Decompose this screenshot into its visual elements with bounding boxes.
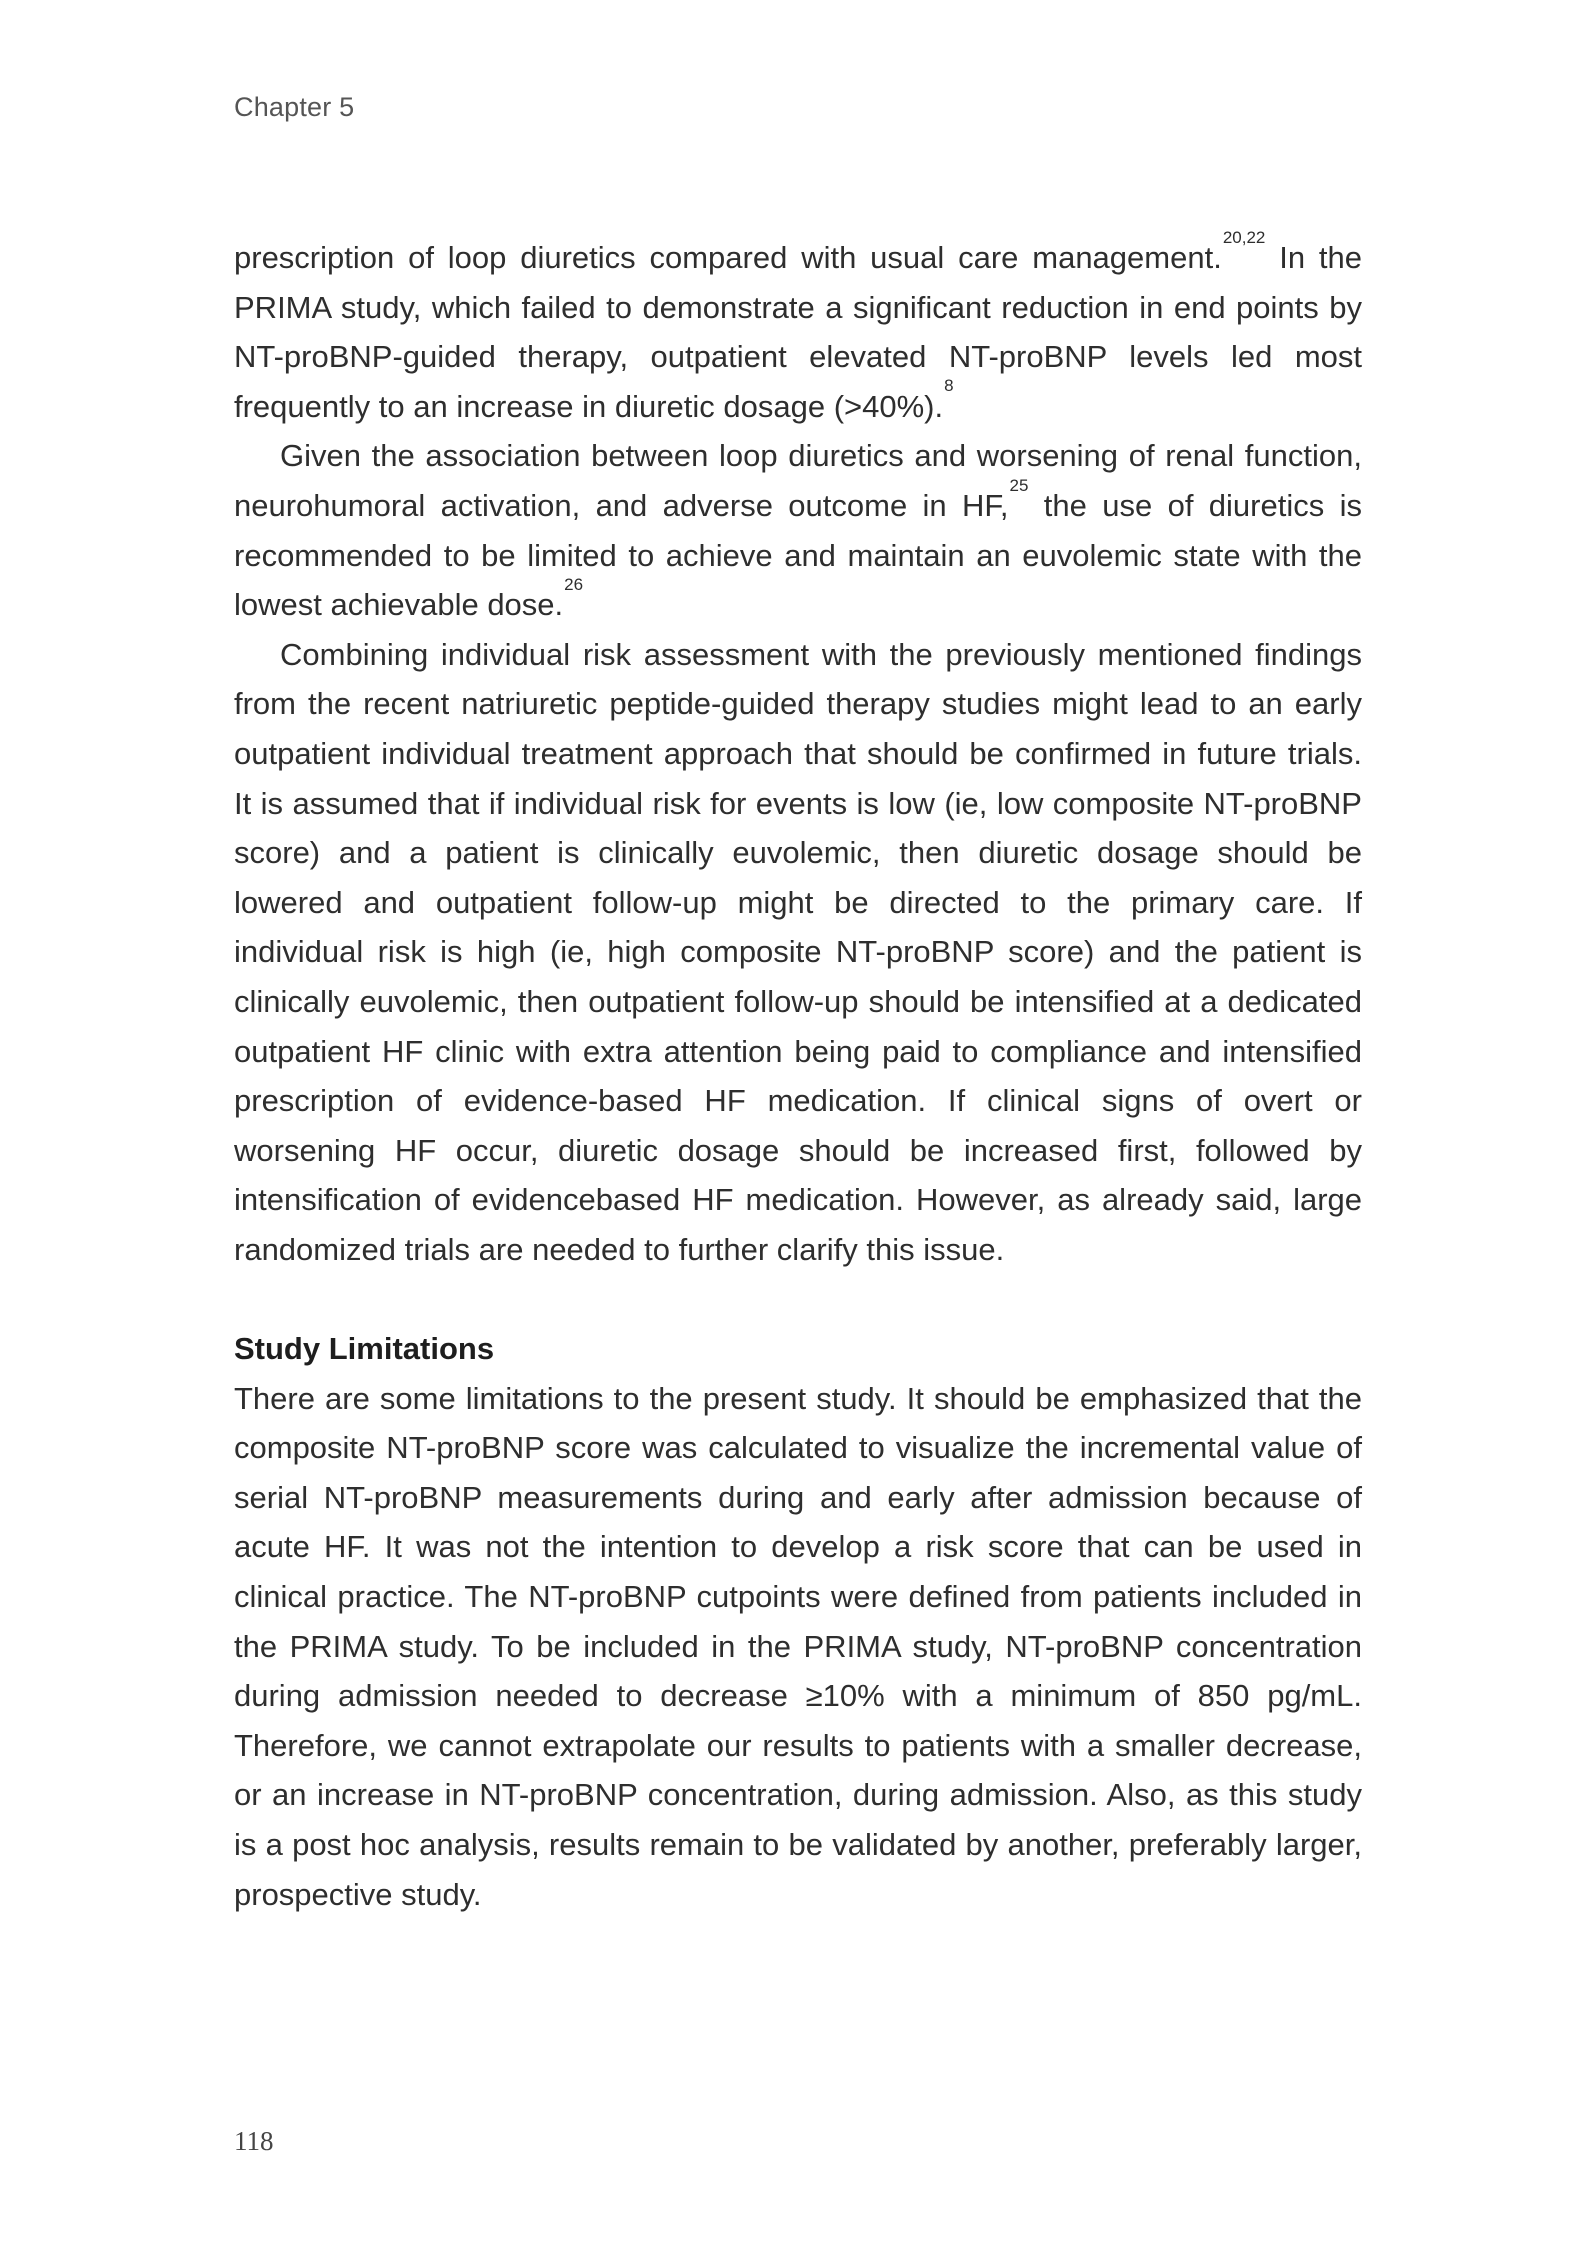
paragraph-2-text-a: Given the association between loop diuretics and worsening of renal function, neurohumoral activation, and adverse outcome in HF,: [234, 438, 1362, 523]
running-header-chapter: Chapter 5: [234, 92, 355, 122]
section-heading-study-limitations: Study Limitations: [234, 1331, 495, 1367]
paragraph-1-text-b: In the PRIMA study, which failed to demonstrate a significant reduction in end points by NT-proBNP-guided therapy, outpatient elevated NT-proBNP levels led most frequently to an increase in diuretic dosage (>40%).: [234, 240, 1362, 424]
paragraph-2: [234, 431, 1362, 629]
citation-superscript: 25: [1009, 475, 1029, 495]
paragraph-1: [234, 227, 1362, 431]
paragraph-3: Combining individual risk assessment with the previously mentioned findings from the recent natriuretic peptide-guided therapy studies might lead to an early outpatient individual treatment approach that should be confirmed in future trials. It is assumed that if individual risk for events is low (ie, low composite NT-proBNP score) and a patient is clinically euvolemic, then diuretic dosage should be lowered and outpatient follow-up might be directed to the primary care. If individual risk is high (ie, high composite NT-proBNP score) and the patient is clinically euvolemic, then outpatient follow-up should be intensified at a dedicated outpatient HF clinic with extra attention being paid to compliance and intensified prescription of evidence-based HF medication. If clinical signs of overt or worsening HF occur, diuretic dosage should be increased first, followed by intensification of evidencebased HF medication. However, as already said, large randomized trials are needed to further clarify this issue.: [234, 636, 1362, 1267]
citation-superscript: 8: [944, 376, 954, 396]
paragraph-study-limitations: There are some limitations to the present study. It should be emphasized that the composite NT-proBNP score was calculated to visualize the incremental value of serial NT-proBNP measurements during and early after admission because of acute HF. It was not the intention to develop a risk score that can be used in clinical practice. The NT-proBNP cutpoints were defined from patients included in the PRIMA study. To be included in the PRIMA study, NT-proBNP concentration during admission needed to decrease ≥10% with a minimum of 850 pg/mL. Therefore, we cannot extrapolate our results to patients with a smaller decrease, or an increase in NT-proBNP concentration, during admission. Also, as this study is a post hoc analysis, results remain to be validated by another, preferably larger, prospective study.: [234, 1380, 1362, 1912]
paragraph-1-text-a: prescription of loop diuretics compared with usual care management.: [234, 240, 1222, 275]
page-number: 118: [234, 2126, 274, 2156]
paragraph-2-text-b: the use of diuretics is recommended to be limited to achieve and maintain an euvolemic state with the lowest achievable dose.: [234, 487, 1362, 623]
citation-superscript: 26: [564, 574, 584, 594]
citation-superscript: 20,22: [1222, 227, 1266, 247]
main-text-column: [234, 227, 1362, 1919]
